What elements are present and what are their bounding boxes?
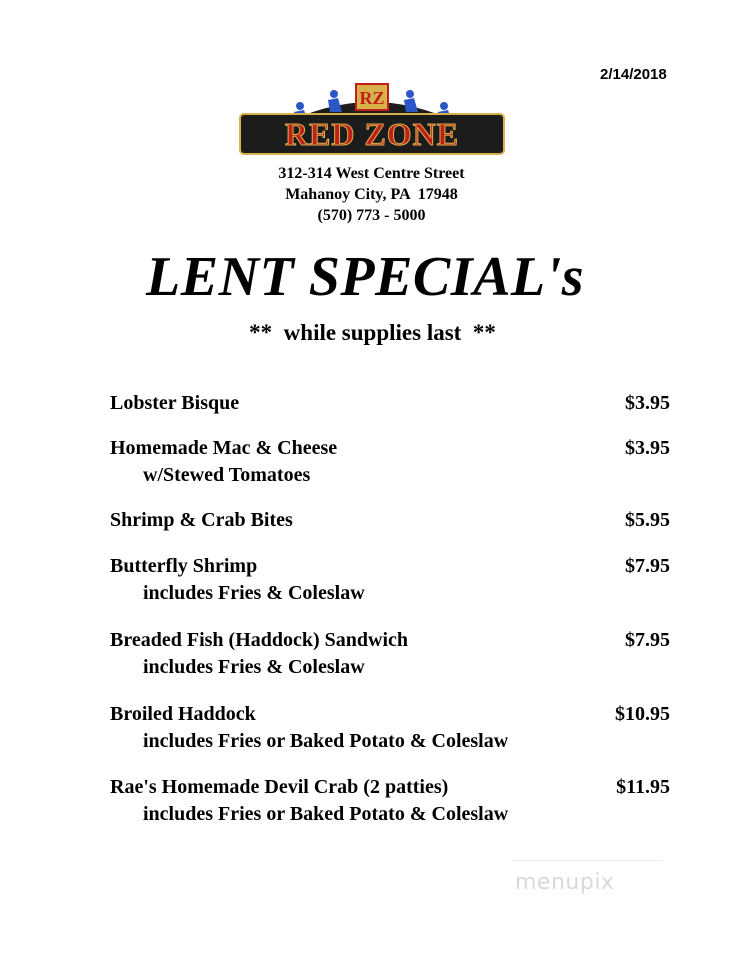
menu-item-name: Breaded Fish (Haddock) Sandwich	[110, 629, 409, 651]
menu-item	[110, 627, 670, 681]
date: 2/14/2018	[600, 66, 667, 83]
menu-item	[110, 774, 670, 828]
city-state-zip: Mahanoy City, PA 17948	[285, 186, 458, 203]
menu-item-price: $7.95	[625, 629, 670, 651]
page-title: LENT SPECIAL's	[146, 246, 584, 308]
menu-item-name: Rae's Homemade Devil Crab (2 patties)	[110, 776, 449, 798]
menu-item-description: includes Fries or Baked Potato & Coleslaw	[143, 803, 509, 825]
red-zone-logo	[238, 72, 506, 160]
menu-item-name: Homemade Mac & Cheese	[110, 437, 338, 459]
menu-item	[110, 435, 670, 489]
watermark-divider	[512, 860, 662, 861]
menu-item-price: $11.95	[616, 776, 670, 798]
menu-item	[110, 553, 670, 607]
menu-item-price: $10.95	[615, 703, 670, 725]
menu-item-description: includes Fries & Coleslaw	[143, 656, 365, 678]
address-block	[0, 163, 743, 226]
watermark: menupix	[515, 870, 615, 895]
menu-item-price: $3.95	[625, 437, 670, 459]
menu-item-description: includes Fries & Coleslaw	[143, 582, 365, 604]
menu-item-price: $7.95	[625, 555, 670, 577]
menu-item	[110, 701, 670, 755]
logo-wordmark: RED ZONE	[284, 116, 460, 152]
menu-item	[110, 390, 670, 417]
menu-item-price: $5.95	[625, 509, 670, 531]
menu-item-description: w/Stewed Tomatoes	[143, 464, 311, 486]
street-address: 312-314 West Centre Street	[278, 165, 465, 182]
phone-number[interactable]: (570) 773 - 5000	[317, 207, 426, 224]
menu-item	[110, 507, 670, 534]
menu-item-name: Lobster Bisque	[110, 392, 240, 414]
menu-item-name: Butterfly Shrimp	[110, 555, 258, 577]
menu-item-name: Broiled Haddock	[110, 703, 256, 725]
menu-item-name: Shrimp & Crab Bites	[110, 509, 293, 531]
page-subtitle: ** while supplies last **	[249, 320, 496, 345]
svg-text:RZ: RZ	[359, 88, 385, 108]
menu-item-description: includes Fries or Baked Potato & Coleslaw	[143, 730, 509, 752]
menu-item-price: $3.95	[625, 392, 670, 414]
